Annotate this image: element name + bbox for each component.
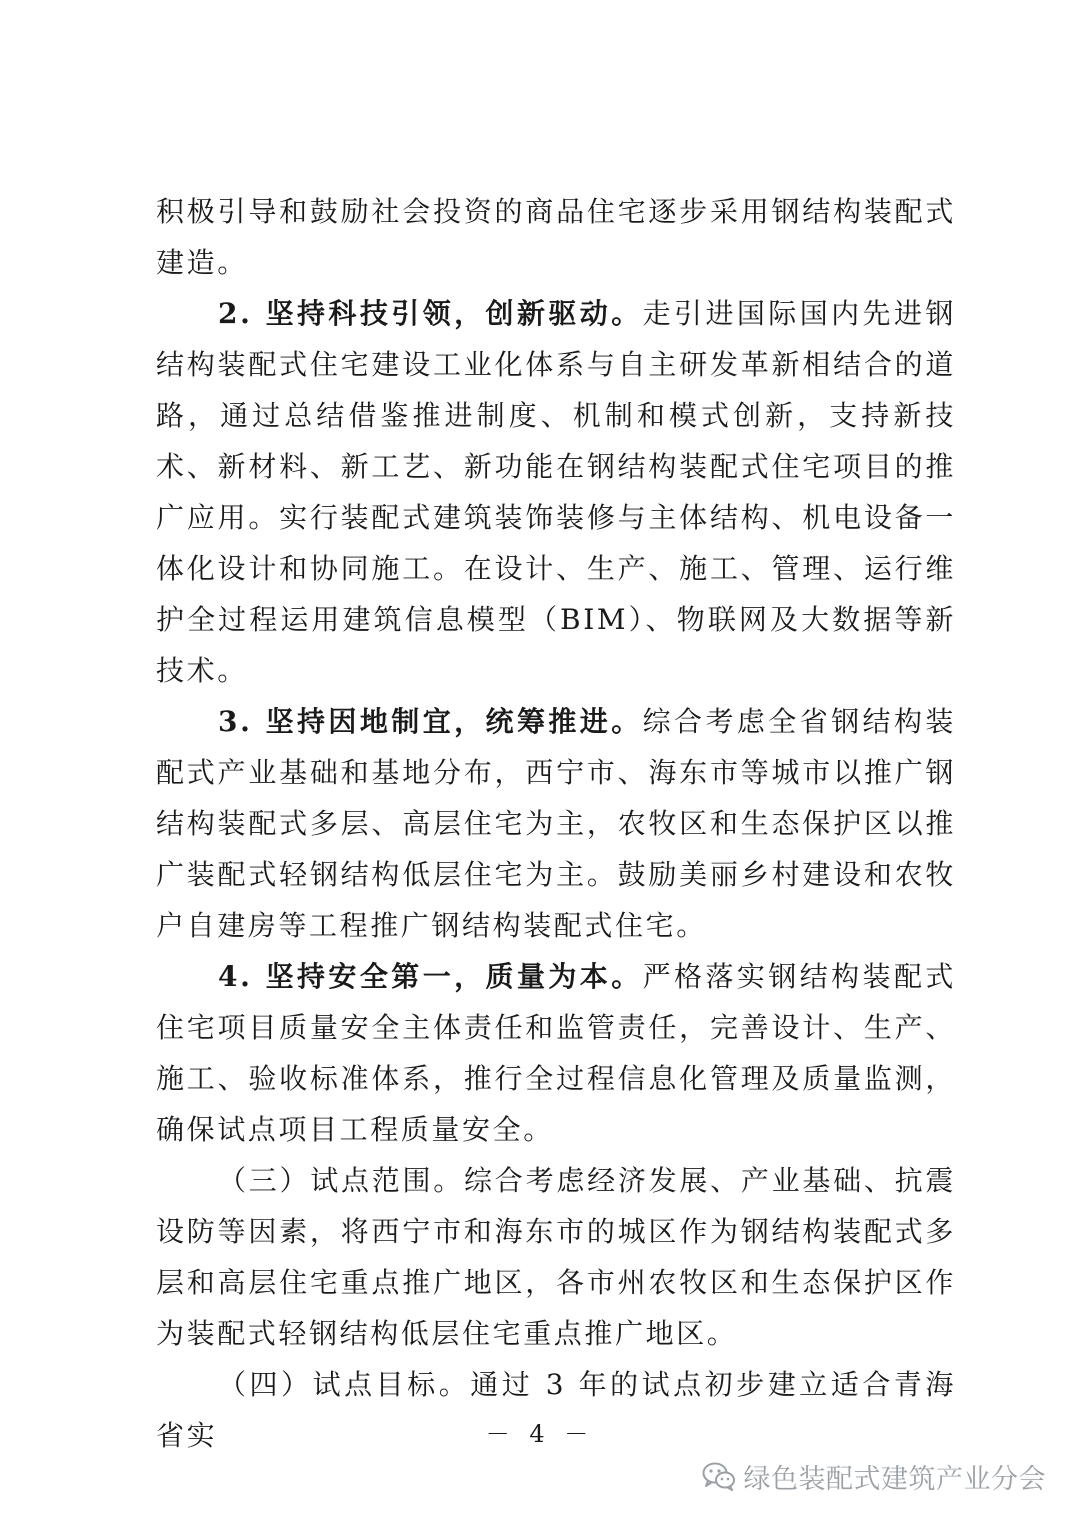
watermark [702,1456,1047,1496]
paragraph-continuation [156,186,956,288]
paragraph-heading: 2. 坚持科技引领，创新驱动。 [218,297,643,330]
paragraph-principle-2 [156,288,956,696]
paragraph-text: （四）试点目标。通过 3 年的试点初步建立适合青海省实 [156,1368,956,1452]
paragraph-text: 综合考虑全省钢结构装配式产业基础和基地分布，西宁市、海东市等城市以推广钢结构装配式多层、高层住宅为主，农牧区和生态保护区以推广装配式轻钢结构低层住宅为主。鼓励美丽乡村建设和农牧户自建房等工程推广钢结构装配式住宅。 [156,705,956,942]
page-number: － 4 － [485,1420,595,1448]
paragraph-heading: 3. 坚持因地制宜，统筹推进。 [218,705,643,738]
paragraph-principle-4 [156,951,956,1155]
paragraph-text: 严格落实钢结构装配式住宅项目质量安全主体责任和监管责任，完善设计、生产、施工、验收标准体系，推行全过程信息化管理及质量监测，确保试点项目工程质量安全。 [156,960,956,1146]
wechat-icon [702,1461,736,1491]
paragraph-heading: 4. 坚持安全第一，质量为本。 [218,960,643,993]
paragraph-principle-3 [156,696,956,951]
paragraph-text: （三）试点范围。综合考虑经济发展、产业基础、抗震设防等因素，将西宁市和海东市的城区作为钢结构装配式多层和高层住宅重点推广地区，各市州农牧区和生态保护区作为装配式轻钢结构低层住宅重点推广地区。 [156,1164,956,1350]
paragraph-pilot-scope [156,1155,956,1359]
paragraph-text: 走引进国际国内先进钢结构装配式住宅建设工业化体系与自主研发革新相结合的道路，通过总结借鉴推进制度、机制和模式创新，支持新技术、新材料、新工艺、新功能在钢结构装配式住宅项目的推广应用。实行装配式建筑装饰装修与主体结构、机电设备一体化设计和协同施工。在设计、生产、施工、管理、运行维护全过程运用建筑信息模型（BIM）、物联网及大数据等新技术。 [156,297,956,687]
watermark-text: 绿色装配式建筑产业分会 [743,1463,1046,1495]
document-body [156,186,956,1461]
paragraph-text: 积极引导和鼓励社会投资的商品住宅逐步采用钢结构装配式建造。 [156,195,956,279]
